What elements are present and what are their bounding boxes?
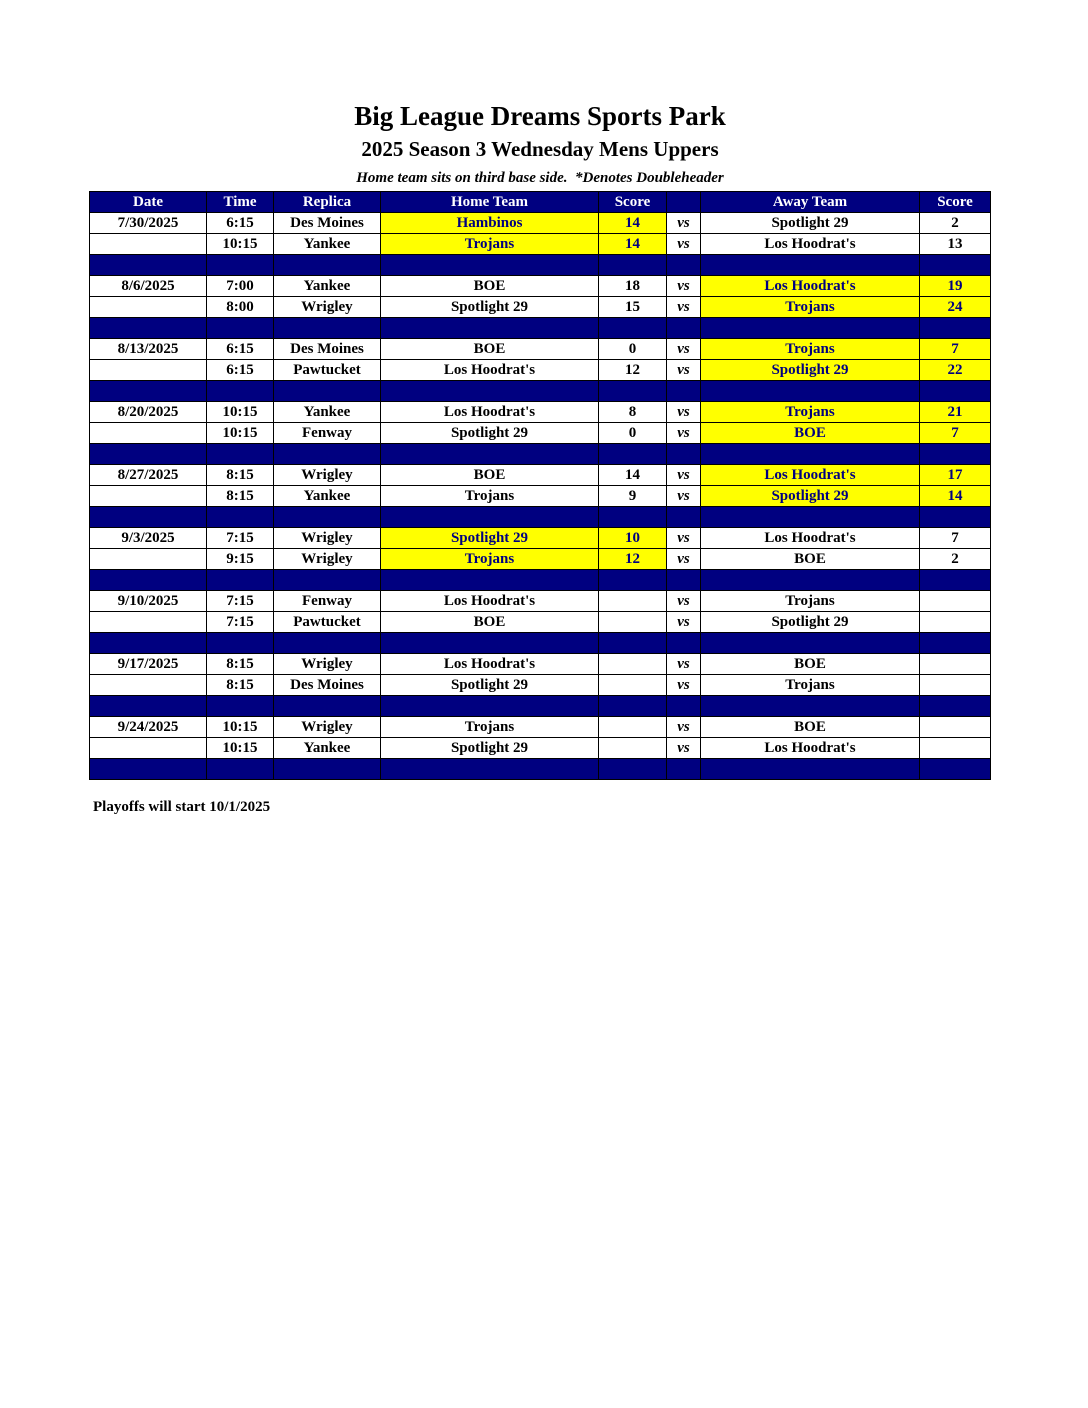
page-title: Big League Dreams Sports Park [354, 101, 726, 131]
game-home-score: 9 [599, 486, 667, 507]
game-away-score: 7 [920, 423, 991, 444]
game-time: 8:15 [207, 675, 274, 696]
game-away: BOE [701, 717, 920, 738]
separator-cell [90, 570, 207, 591]
game-home: Trojans [381, 717, 599, 738]
separator-cell [274, 759, 381, 780]
separator-cell [920, 507, 991, 528]
separator-cell [207, 381, 274, 402]
game-away: BOE [701, 423, 920, 444]
game-away: Spotlight 29 [701, 612, 920, 633]
game-replica: Pawtucket [274, 612, 381, 633]
separator-cell [599, 318, 667, 339]
schedule-body [90, 213, 991, 780]
game-replica: Wrigley [274, 465, 381, 486]
game-vs: vs [667, 612, 701, 633]
separator-cell [701, 444, 920, 465]
game-replica: Des Moines [274, 675, 381, 696]
column-header-time: Time [207, 192, 274, 213]
game-row [90, 591, 991, 612]
game-away-score [920, 612, 991, 633]
game-away-score: 21 [920, 402, 991, 423]
game-away: Trojans [701, 297, 920, 318]
separator-cell [274, 255, 381, 276]
separator-cell [599, 507, 667, 528]
game-replica: Fenway [274, 423, 381, 444]
separator-cell [381, 381, 599, 402]
week-separator [90, 507, 991, 528]
game-home: BOE [381, 339, 599, 360]
week-separator [90, 570, 991, 591]
game-away-score: 17 [920, 465, 991, 486]
separator-cell [90, 507, 207, 528]
separator-cell [920, 318, 991, 339]
game-home-score [599, 591, 667, 612]
game-away: Trojans [701, 339, 920, 360]
separator-cell [90, 381, 207, 402]
week-separator [90, 696, 991, 717]
separator-cell [381, 633, 599, 654]
game-away: Spotlight 29 [701, 360, 920, 381]
game-home-score [599, 738, 667, 759]
separator-cell [701, 633, 920, 654]
game-date [90, 360, 207, 381]
game-row [90, 528, 991, 549]
separator-cell [667, 381, 701, 402]
game-time: 9:15 [207, 549, 274, 570]
separator-cell [701, 696, 920, 717]
separator-cell [667, 696, 701, 717]
game-away: Trojans [701, 402, 920, 423]
game-date: 9/10/2025 [90, 591, 207, 612]
game-home-score: 15 [599, 297, 667, 318]
game-time: 7:00 [207, 276, 274, 297]
separator-cell [381, 444, 599, 465]
game-home: Spotlight 29 [381, 675, 599, 696]
game-away: Trojans [701, 591, 920, 612]
separator-cell [667, 255, 701, 276]
game-vs: vs [667, 528, 701, 549]
game-home: BOE [381, 276, 599, 297]
game-vs: vs [667, 423, 701, 444]
game-replica: Wrigley [274, 528, 381, 549]
game-row [90, 486, 991, 507]
game-home: Spotlight 29 [381, 528, 599, 549]
game-vs: vs [667, 486, 701, 507]
game-away: BOE [701, 549, 920, 570]
separator-cell [90, 318, 207, 339]
game-date: 8/13/2025 [90, 339, 207, 360]
separator-cell [381, 507, 599, 528]
game-row [90, 675, 991, 696]
separator-cell [599, 444, 667, 465]
game-home-score: 0 [599, 339, 667, 360]
game-vs: vs [667, 717, 701, 738]
column-header-home-score: Score [599, 192, 667, 213]
game-time: 7:15 [207, 591, 274, 612]
game-date [90, 612, 207, 633]
game-time: 6:15 [207, 360, 274, 381]
game-home-score [599, 612, 667, 633]
game-date: 9/17/2025 [90, 654, 207, 675]
separator-cell [90, 759, 207, 780]
game-replica: Wrigley [274, 297, 381, 318]
game-home: BOE [381, 612, 599, 633]
game-home: Los Hoodrat's [381, 402, 599, 423]
game-away: Los Hoodrat's [701, 276, 920, 297]
separator-cell [920, 444, 991, 465]
game-away: Los Hoodrat's [701, 465, 920, 486]
game-date [90, 738, 207, 759]
game-away-score [920, 654, 991, 675]
game-vs: vs [667, 213, 701, 234]
game-row [90, 654, 991, 675]
game-away-score: 7 [920, 528, 991, 549]
separator-cell [667, 318, 701, 339]
separator-cell [274, 318, 381, 339]
game-date [90, 675, 207, 696]
separator-cell [207, 255, 274, 276]
game-replica: Yankee [274, 738, 381, 759]
game-time: 8:15 [207, 465, 274, 486]
column-header-vs [667, 192, 701, 213]
column-header-away-score: Score [920, 192, 991, 213]
game-home-score: 8 [599, 402, 667, 423]
separator-cell [207, 444, 274, 465]
separator-cell [274, 633, 381, 654]
separator-cell [701, 255, 920, 276]
separator-cell [381, 570, 599, 591]
game-away-score [920, 591, 991, 612]
game-away: Spotlight 29 [701, 486, 920, 507]
game-away: Los Hoodrat's [701, 738, 920, 759]
week-separator [90, 255, 991, 276]
separator-cell [274, 381, 381, 402]
game-home-score: 14 [599, 213, 667, 234]
separator-cell [920, 633, 991, 654]
game-vs: vs [667, 654, 701, 675]
separator-cell [90, 255, 207, 276]
separator-cell [701, 381, 920, 402]
game-row [90, 276, 991, 297]
column-header-date: Date [90, 192, 207, 213]
game-away-score: 2 [920, 213, 991, 234]
separator-cell [274, 444, 381, 465]
separator-cell [701, 507, 920, 528]
game-row [90, 423, 991, 444]
game-away-score [920, 675, 991, 696]
separator-cell [207, 696, 274, 717]
game-time: 7:15 [207, 612, 274, 633]
game-replica: Yankee [274, 234, 381, 255]
separator-cell [667, 570, 701, 591]
game-away: Los Hoodrat's [701, 528, 920, 549]
page-subtitle: 2025 Season 3 Wednesday Mens Uppers [361, 137, 719, 161]
column-header-home-team: Home Team [381, 192, 599, 213]
schedule-note: Home team sits on third base side. *Denotes Doubleheader [356, 170, 724, 186]
game-home-score: 18 [599, 276, 667, 297]
game-vs: vs [667, 360, 701, 381]
separator-cell [701, 570, 920, 591]
game-row [90, 234, 991, 255]
game-date [90, 549, 207, 570]
separator-cell [207, 759, 274, 780]
game-time: 10:15 [207, 738, 274, 759]
separator-cell [920, 696, 991, 717]
game-home-score: 12 [599, 360, 667, 381]
game-vs: vs [667, 339, 701, 360]
game-date [90, 234, 207, 255]
game-row [90, 717, 991, 738]
game-home: BOE [381, 465, 599, 486]
separator-cell [701, 318, 920, 339]
game-home-score: 10 [599, 528, 667, 549]
game-date [90, 297, 207, 318]
game-time: 7:15 [207, 528, 274, 549]
game-vs: vs [667, 402, 701, 423]
game-home: Spotlight 29 [381, 738, 599, 759]
game-time: 10:15 [207, 717, 274, 738]
game-away-score: 2 [920, 549, 991, 570]
game-vs: vs [667, 276, 701, 297]
week-separator [90, 381, 991, 402]
game-date: 8/27/2025 [90, 465, 207, 486]
game-replica: Yankee [274, 276, 381, 297]
game-home-score: 12 [599, 549, 667, 570]
game-vs: vs [667, 234, 701, 255]
game-date [90, 423, 207, 444]
separator-cell [90, 633, 207, 654]
game-away-score: 7 [920, 339, 991, 360]
game-replica: Wrigley [274, 654, 381, 675]
game-row [90, 297, 991, 318]
game-replica: Des Moines [274, 213, 381, 234]
game-home: Los Hoodrat's [381, 360, 599, 381]
game-time: 10:15 [207, 402, 274, 423]
game-date: 8/20/2025 [90, 402, 207, 423]
game-row [90, 402, 991, 423]
game-time: 8:15 [207, 486, 274, 507]
week-separator [90, 444, 991, 465]
schedule-table [89, 191, 991, 780]
separator-cell [381, 255, 599, 276]
separator-cell [599, 570, 667, 591]
game-vs: vs [667, 738, 701, 759]
game-row [90, 360, 991, 381]
game-vs: vs [667, 297, 701, 318]
separator-cell [381, 318, 599, 339]
game-time: 10:15 [207, 234, 274, 255]
column-header-away-team: Away Team [701, 192, 920, 213]
week-separator [90, 633, 991, 654]
game-row [90, 465, 991, 486]
separator-cell [667, 633, 701, 654]
game-away-score [920, 738, 991, 759]
header-row [90, 192, 991, 213]
game-replica: Wrigley [274, 549, 381, 570]
game-away: Los Hoodrat's [701, 234, 920, 255]
game-home-score [599, 675, 667, 696]
separator-cell [667, 507, 701, 528]
game-away-score [920, 717, 991, 738]
game-vs: vs [667, 465, 701, 486]
separator-cell [599, 381, 667, 402]
game-row [90, 612, 991, 633]
game-vs: vs [667, 549, 701, 570]
game-away: Trojans [701, 675, 920, 696]
game-date: 9/24/2025 [90, 717, 207, 738]
game-home: Trojans [381, 486, 599, 507]
separator-cell [667, 444, 701, 465]
game-home-score: 0 [599, 423, 667, 444]
game-time: 6:15 [207, 339, 274, 360]
separator-cell [599, 255, 667, 276]
playoffs-note: Playoffs will start 10/1/2025 [93, 799, 271, 815]
game-vs: vs [667, 675, 701, 696]
game-away-score: 14 [920, 486, 991, 507]
separator-cell [599, 696, 667, 717]
separator-cell [667, 759, 701, 780]
game-replica: Fenway [274, 591, 381, 612]
separator-cell [207, 318, 274, 339]
separator-cell [599, 633, 667, 654]
game-home: Spotlight 29 [381, 423, 599, 444]
separator-cell [381, 696, 599, 717]
game-home-score: 14 [599, 465, 667, 486]
game-vs: vs [667, 591, 701, 612]
game-time: 8:15 [207, 654, 274, 675]
game-away-score: 22 [920, 360, 991, 381]
game-away-score: 24 [920, 297, 991, 318]
game-date: 9/3/2025 [90, 528, 207, 549]
game-date [90, 486, 207, 507]
game-home-score [599, 717, 667, 738]
game-replica: Des Moines [274, 339, 381, 360]
separator-cell [920, 381, 991, 402]
game-replica: Yankee [274, 402, 381, 423]
separator-cell [90, 444, 207, 465]
separator-cell [701, 759, 920, 780]
separator-cell [920, 759, 991, 780]
column-header-replica: Replica [274, 192, 381, 213]
separator-cell [207, 507, 274, 528]
game-away: Spotlight 29 [701, 213, 920, 234]
game-home: Los Hoodrat's [381, 654, 599, 675]
week-separator [90, 318, 991, 339]
game-home: Spotlight 29 [381, 297, 599, 318]
game-away: BOE [701, 654, 920, 675]
game-date: 7/30/2025 [90, 213, 207, 234]
game-home: Hambinos [381, 213, 599, 234]
separator-cell [920, 255, 991, 276]
separator-cell [381, 759, 599, 780]
game-home-score [599, 654, 667, 675]
game-row [90, 738, 991, 759]
separator-cell [599, 759, 667, 780]
game-row [90, 339, 991, 360]
separator-cell [207, 570, 274, 591]
game-date: 8/6/2025 [90, 276, 207, 297]
game-time: 8:00 [207, 297, 274, 318]
game-replica: Wrigley [274, 717, 381, 738]
separator-cell [274, 696, 381, 717]
game-row [90, 213, 991, 234]
game-replica: Pawtucket [274, 360, 381, 381]
separator-cell [90, 696, 207, 717]
game-home: Trojans [381, 549, 599, 570]
separator-cell [274, 570, 381, 591]
game-away-score: 19 [920, 276, 991, 297]
game-time: 6:15 [207, 213, 274, 234]
game-time: 10:15 [207, 423, 274, 444]
separator-cell [207, 633, 274, 654]
separator-cell [274, 507, 381, 528]
game-home-score: 14 [599, 234, 667, 255]
game-home: Los Hoodrat's [381, 591, 599, 612]
game-home: Trojans [381, 234, 599, 255]
game-away-score: 13 [920, 234, 991, 255]
separator-cell [920, 570, 991, 591]
game-replica: Yankee [274, 486, 381, 507]
game-row [90, 549, 991, 570]
week-separator [90, 759, 991, 780]
